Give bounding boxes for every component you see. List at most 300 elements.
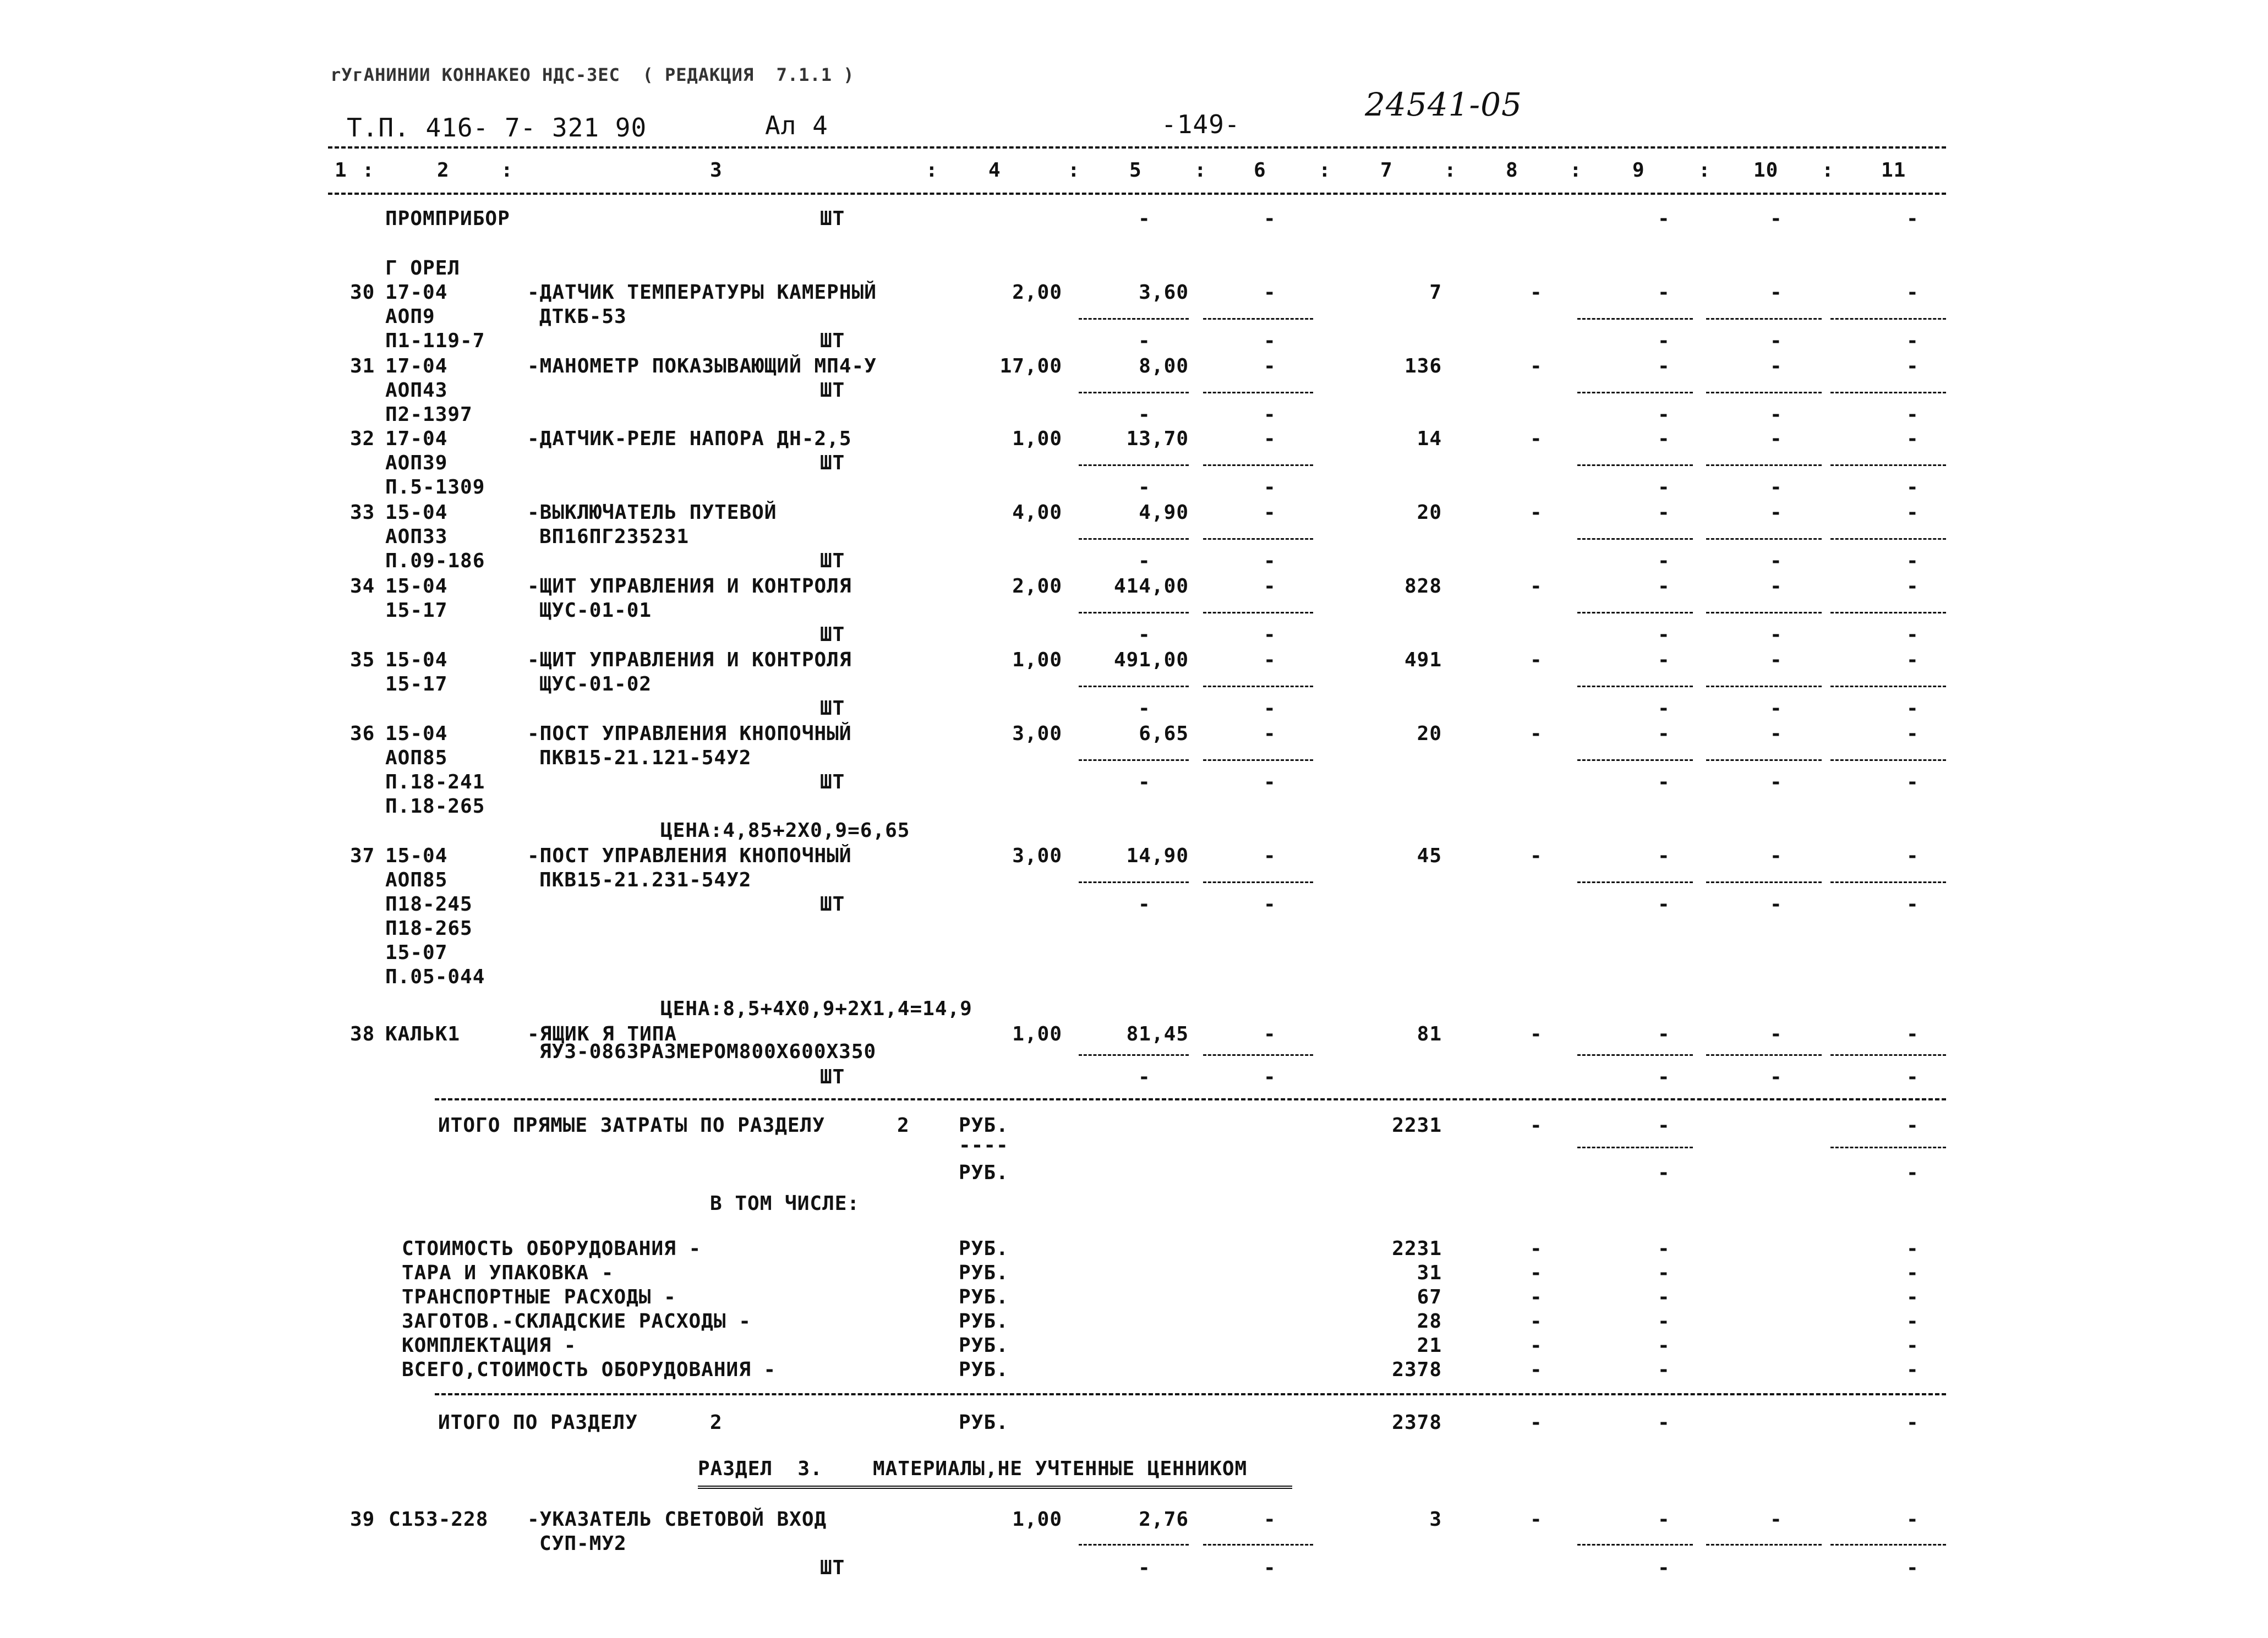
item-name: -ДАТЧИК ТЕМПЕРАТУРЫ КАМЕРНЫЙ — [527, 281, 877, 304]
cell-rule — [1706, 759, 1822, 761]
quantity: 1,00 — [1012, 428, 1062, 450]
col-header-2: 2 — [437, 159, 450, 182]
row-number: 38 — [350, 1023, 375, 1045]
unit: ШТ — [820, 550, 845, 572]
header-rule-bottom — [328, 193, 1946, 195]
dash: - — [1906, 575, 1919, 598]
total-label: ИТОГО ПРЯМЫЕ ЗАТРАТЫ ПО РАЗДЕЛУ — [438, 1114, 825, 1137]
row-number: 37 — [350, 845, 375, 867]
breakdown-value: 67 — [1417, 1286, 1442, 1308]
dash: - — [1264, 476, 1276, 498]
col-header-7: 7 — [1380, 159, 1393, 182]
row-number: 33 — [350, 501, 375, 524]
dash: - — [1138, 893, 1151, 916]
dash: - — [1658, 428, 1670, 450]
dash: - — [1906, 501, 1919, 524]
cell-rule — [1577, 1054, 1693, 1056]
cell-rule — [1577, 318, 1693, 320]
code-line: П.09-186 — [385, 550, 485, 572]
dash: - — [1138, 697, 1151, 720]
dash: - — [1906, 1557, 1919, 1579]
handwritten-stamp: 24541-05 — [1365, 86, 1522, 123]
total-label: ИТОГО ПО РАЗДЕЛУ — [438, 1411, 638, 1434]
dash: - — [1658, 1114, 1670, 1137]
code-line: П18-265 — [385, 917, 473, 940]
dash: - — [1906, 1508, 1919, 1531]
cell-rule — [1577, 881, 1693, 883]
dash: - — [1264, 428, 1276, 450]
item-name: -ПОСТ УПРАВЛЕНИЯ КНОПОЧНЫЙ — [527, 722, 852, 745]
dash: - — [1770, 428, 1783, 450]
dash: - — [1530, 722, 1543, 745]
col-sep: : — [501, 159, 513, 182]
dash: - — [1138, 771, 1151, 793]
total-section: 2 — [710, 1411, 723, 1434]
code-line: П.18-265 — [385, 795, 485, 818]
unit: ШТ — [820, 893, 845, 916]
cell-rule — [1577, 612, 1693, 613]
unit-price: 414,00 — [1113, 575, 1189, 598]
unit: ШТ — [820, 1066, 845, 1088]
col-sep: : — [1698, 159, 1711, 182]
section-label: РАЗДЕЛ 3. — [698, 1458, 823, 1480]
row-number: 34 — [350, 575, 375, 598]
dash: - — [1770, 575, 1783, 598]
col-header-10: 10 — [1753, 159, 1779, 182]
dash: - — [1906, 1023, 1919, 1045]
cell-rule — [1203, 686, 1313, 687]
dash: - — [1770, 845, 1783, 867]
dash: - — [1906, 476, 1919, 498]
dash: - — [1264, 550, 1276, 572]
dash: - — [1530, 1411, 1543, 1434]
dash: - — [1770, 207, 1783, 230]
dash: - — [1658, 355, 1670, 377]
code-line: Г ОРЕЛ — [385, 257, 461, 280]
cell-rule — [1577, 392, 1693, 393]
col-header-8: 8 — [1506, 159, 1518, 182]
cell-rule — [1203, 1054, 1313, 1056]
item-name: -ЩИТ УПРАВЛЕНИЯ И КОНТРОЛЯ — [527, 575, 852, 598]
dash: - — [1658, 207, 1670, 230]
quantity: 3,00 — [1012, 845, 1062, 867]
dash: - — [1264, 575, 1276, 598]
cell-rule — [1577, 759, 1693, 761]
dash: - — [1906, 893, 1919, 916]
code-line: П.18-241 — [385, 771, 485, 793]
dash: - — [1906, 845, 1919, 867]
dash: - — [1906, 403, 1919, 426]
cell-rule — [1203, 318, 1313, 320]
dash: - — [1906, 330, 1919, 352]
dash: - — [1530, 1508, 1543, 1531]
section-title: МАТЕРИАЛЫ,НЕ УЧТЕННЫЕ ЦЕННИКОМ — [873, 1458, 1248, 1480]
item-name-2: СУП-МУ2 — [539, 1532, 627, 1555]
total: 45 — [1417, 845, 1442, 867]
item-name-2: ЯУ3-0863РАЗМЕРОМ800Х600Х350 — [539, 1040, 877, 1063]
dash: - — [1530, 355, 1543, 377]
code-line: АОП33 — [385, 525, 448, 548]
col-header-6: 6 — [1254, 159, 1266, 182]
col-header-1: 1 — [335, 159, 347, 182]
breakdown-unit: РУБ. — [959, 1286, 1009, 1308]
cell-rule — [1577, 464, 1693, 466]
cell-rule — [1706, 464, 1822, 466]
dash: - — [1906, 550, 1919, 572]
dash: - — [1770, 330, 1783, 352]
quantity: 1,00 — [1012, 649, 1062, 671]
dash: - — [1906, 722, 1919, 745]
unit-price: 8,00 — [1139, 355, 1189, 377]
dash: - — [1658, 697, 1670, 720]
dash: - — [1138, 330, 1151, 352]
section-underline — [698, 1486, 1292, 1489]
total-section: 2 — [897, 1114, 910, 1137]
total: 81 — [1417, 1023, 1442, 1045]
dash: - — [1770, 893, 1783, 916]
total-unit-rule: ---- — [959, 1134, 1009, 1157]
dash: - — [1906, 771, 1919, 793]
cell-rule — [1830, 759, 1946, 761]
code-line: 15-04 — [385, 575, 448, 598]
section-divider — [435, 1393, 1946, 1395]
breakdown-unit: РУБ. — [959, 1310, 1009, 1333]
dash: - — [1658, 550, 1670, 572]
dash: - — [1658, 722, 1670, 745]
dash: - — [1264, 697, 1276, 720]
item-name-2: ПКВ15-21.231-54У2 — [539, 869, 752, 891]
unit-price: 6,65 — [1139, 722, 1189, 745]
dash: - — [1264, 281, 1276, 304]
dash: - — [1906, 355, 1919, 377]
item-name: -ПОСТ УПРАВЛЕНИЯ КНОПОЧНЫЙ — [527, 845, 852, 867]
code-line: КАЛЬК1 — [385, 1023, 461, 1045]
item-name: -ЩИТ УПРАВЛЕНИЯ И КОНТРОЛЯ — [527, 649, 852, 671]
code-line: П1-119-7 — [385, 330, 485, 352]
cell-rule — [1203, 538, 1313, 540]
breakdown-unit: РУБ. — [959, 1358, 1009, 1381]
cell-rule — [1830, 464, 1946, 466]
quantity: 1,00 — [1012, 1508, 1062, 1531]
dash: - — [1770, 550, 1783, 572]
program-line: rУгАНИНИИ КОННАКЕО НДС-ЗЕС ( РЕДАКЦИЯ 7.1.1 ) — [330, 64, 855, 85]
price-note: ЦЕНА:8,5+4Х0,9+2Х1,4=14,9 — [660, 998, 972, 1020]
header-rule-top — [328, 146, 1946, 149]
dash: - — [1906, 1162, 1919, 1184]
breakdown-value: 28 — [1417, 1310, 1442, 1333]
dash: - — [1906, 1237, 1919, 1260]
dash: - — [1658, 1237, 1670, 1260]
dash: - — [1906, 428, 1919, 450]
cell-rule — [1079, 538, 1189, 540]
dash: - — [1906, 1262, 1919, 1284]
total-value: 2231 — [1392, 1114, 1442, 1137]
total: 828 — [1404, 575, 1442, 598]
dash: - — [1906, 1310, 1919, 1333]
breakdown-label: ТАРА И УПАКОВКА - — [402, 1262, 614, 1284]
cell-rule — [1079, 759, 1189, 761]
unit-price: 2,76 — [1139, 1508, 1189, 1531]
row-number: 32 — [350, 428, 375, 450]
dash: - — [1530, 1262, 1543, 1284]
dash: - — [1138, 623, 1151, 646]
cell-rule — [1706, 538, 1822, 540]
total-unit: РУБ. — [959, 1411, 1009, 1434]
dash: - — [1658, 1023, 1670, 1045]
dash: - — [1264, 623, 1276, 646]
dash: - — [1770, 501, 1783, 524]
dash: - — [1906, 1114, 1919, 1137]
unit: ШТ — [820, 207, 845, 230]
unit-price: 14,90 — [1126, 845, 1189, 867]
cell-rule — [1706, 612, 1822, 613]
col-sep: : — [1319, 159, 1331, 182]
breakdown-value: 31 — [1417, 1262, 1442, 1284]
cell-rule — [1577, 1147, 1693, 1148]
dash: - — [1264, 1023, 1276, 1045]
code-line: 15-07 — [385, 941, 448, 964]
cell-rule — [1706, 318, 1822, 320]
dash: - — [1530, 575, 1543, 598]
code-line: 15-04 — [385, 501, 448, 524]
col-header-5: 5 — [1129, 159, 1142, 182]
total: 14 — [1417, 428, 1442, 450]
dash: - — [1530, 428, 1543, 450]
code-line: 15-04 — [385, 722, 448, 745]
cell-rule — [1830, 1544, 1946, 1546]
dash: - — [1770, 355, 1783, 377]
unit-price: 491,00 — [1113, 649, 1189, 671]
cell-rule — [1203, 881, 1313, 883]
page-number: -149- — [1161, 109, 1240, 139]
dash: - — [1906, 1358, 1919, 1381]
item-name-2: ВП16ПГ235231 — [539, 525, 690, 548]
dash: - — [1264, 1508, 1276, 1531]
breakdown-unit: РУБ. — [959, 1334, 1009, 1357]
unit: ШТ — [820, 379, 845, 402]
breakdown-value: 2231 — [1392, 1237, 1442, 1260]
dash: - — [1658, 1286, 1670, 1308]
total-unit: РУБ. — [959, 1162, 1009, 1184]
cell-rule — [1706, 881, 1822, 883]
code-line: С153-228 — [389, 1508, 489, 1531]
col-sep: : — [1194, 159, 1207, 182]
total: 3 — [1429, 1508, 1442, 1531]
cell-rule — [1079, 392, 1189, 393]
dash: - — [1530, 1286, 1543, 1308]
code-line: П.5-1309 — [385, 476, 485, 498]
dash: - — [1658, 845, 1670, 867]
total: 491 — [1404, 649, 1442, 671]
code-line: 17-04 — [385, 281, 448, 304]
code-line: П2-1397 — [385, 403, 473, 426]
item-name-2: ДТКБ-53 — [539, 305, 627, 328]
code-line: 17-04 — [385, 355, 448, 377]
total: 7 — [1429, 281, 1442, 304]
code-line: 15-17 — [385, 673, 448, 695]
cell-rule — [1079, 686, 1189, 687]
dash: - — [1658, 575, 1670, 598]
dash: - — [1530, 1310, 1543, 1333]
item-name: -ЯЩИК Я ТИПА — [527, 1023, 677, 1045]
breakdown-label: ТРАНСПОРТНЫЕ РАСХОДЫ - — [402, 1286, 676, 1308]
dash: - — [1264, 722, 1276, 745]
unit: ШТ — [820, 697, 845, 720]
col-sep: : — [1570, 159, 1582, 182]
code-line: АОП43 — [385, 379, 448, 402]
dash: - — [1906, 207, 1919, 230]
dash: - — [1530, 281, 1543, 304]
cell-rule — [1203, 464, 1313, 466]
breakdown-label: ЗАГОТОВ.-СКЛАДСКИЕ РАСХОДЫ - — [402, 1310, 751, 1333]
cell-rule — [1079, 1544, 1189, 1546]
dash: - — [1770, 1508, 1783, 1531]
breakdown-value: 2378 — [1392, 1358, 1442, 1381]
row-number: 30 — [350, 281, 375, 304]
dash: - — [1770, 403, 1783, 426]
cell-rule — [1706, 1544, 1822, 1546]
dash: - — [1770, 649, 1783, 671]
item-name: -ДАТЧИК-РЕЛЕ НАПОРА ДН-2,5 — [527, 428, 852, 450]
cell-rule — [1830, 686, 1946, 687]
dash: - — [1770, 771, 1783, 793]
dash: - — [1906, 1334, 1919, 1357]
col-header-9: 9 — [1632, 159, 1645, 182]
dash: - — [1906, 1066, 1919, 1088]
dash: - — [1138, 1066, 1151, 1088]
unit-price: 3,60 — [1139, 281, 1189, 304]
dash: - — [1530, 845, 1543, 867]
col-header-4: 4 — [988, 159, 1001, 182]
dash: - — [1530, 1114, 1543, 1137]
dash: - — [1770, 1066, 1783, 1088]
row-number: 31 — [350, 355, 375, 377]
row-number: 35 — [350, 649, 375, 671]
item-name: -МАНОМЕТР ПОКАЗЫВАЮЩИЙ МП4-У — [527, 355, 877, 377]
dash: - — [1530, 501, 1543, 524]
cell-rule — [1706, 392, 1822, 393]
dash: - — [1658, 649, 1670, 671]
album-number: Ал 4 — [765, 111, 828, 140]
cell-rule — [1830, 1147, 1946, 1148]
code-line: П18-245 — [385, 893, 473, 916]
total: 20 — [1417, 501, 1442, 524]
dash: - — [1658, 771, 1670, 793]
cell-rule — [1830, 881, 1946, 883]
breakdown-value: 21 — [1417, 1334, 1442, 1357]
dash: - — [1658, 1310, 1670, 1333]
unit: ШТ — [820, 452, 845, 474]
cell-rule — [1203, 392, 1313, 393]
cell-rule — [1203, 1544, 1313, 1546]
row-number: 36 — [350, 722, 375, 745]
cell-rule — [1203, 612, 1313, 613]
dash: - — [1658, 1066, 1670, 1088]
dash: - — [1770, 722, 1783, 745]
breakdown-label: ВСЕГО,СТОИМОСТЬ ОБОРУДОВАНИЯ - — [402, 1358, 777, 1381]
quantity: 2,00 — [1012, 281, 1062, 304]
dash: - — [1770, 281, 1783, 304]
code-line: АОП9 — [385, 305, 435, 328]
dash: - — [1906, 1411, 1919, 1434]
breakdown-label: КОМПЛЕКТАЦИЯ - — [402, 1334, 577, 1357]
dash: - — [1264, 893, 1276, 916]
cell-rule — [1577, 686, 1693, 687]
dash: - — [1264, 649, 1276, 671]
item-name: -УКАЗАТЕЛЬ СВЕТОВОЙ ВХОД — [527, 1508, 827, 1531]
dash: - — [1530, 1237, 1543, 1260]
dash: - — [1658, 1162, 1670, 1184]
dash: - — [1138, 1557, 1151, 1579]
row-number: 39 — [350, 1508, 375, 1531]
dash: - — [1264, 1066, 1276, 1088]
dash: - — [1658, 1334, 1670, 1357]
total: 20 — [1417, 722, 1442, 745]
col-sep: : — [1068, 159, 1080, 182]
dash: - — [1264, 207, 1276, 230]
cell-rule — [1830, 318, 1946, 320]
dash: - — [1770, 697, 1783, 720]
dash: - — [1906, 623, 1919, 646]
dash: - — [1770, 623, 1783, 646]
dash: - — [1906, 1286, 1919, 1308]
dash: - — [1264, 403, 1276, 426]
cell-rule — [1706, 1054, 1822, 1056]
code-line: 15-04 — [385, 649, 448, 671]
col-sep: : — [362, 159, 375, 182]
item-name-2: ПКВ15-21.121-54У2 — [539, 747, 752, 769]
document-code: Т.П. 416- 7- 321 90 — [347, 113, 647, 143]
breakdown-unit: РУБ. — [959, 1237, 1009, 1260]
col-sep: : — [926, 159, 938, 182]
section-divider — [435, 1098, 1946, 1100]
dash: - — [1770, 476, 1783, 498]
code-line: АОП85 — [385, 869, 448, 891]
code-line: АОП85 — [385, 747, 448, 769]
cell-rule — [1577, 538, 1693, 540]
cell-rule — [1830, 1054, 1946, 1056]
dash: - — [1658, 330, 1670, 352]
col-sep: : — [1444, 159, 1457, 182]
cell-rule — [1577, 1544, 1693, 1546]
code-line: АОП39 — [385, 452, 448, 474]
dash: - — [1264, 330, 1276, 352]
total-value: 2378 — [1392, 1411, 1442, 1434]
dash: - — [1530, 1023, 1543, 1045]
dash: - — [1138, 550, 1151, 572]
dash: - — [1658, 1508, 1670, 1531]
item-name-2: ЩУС-01-01 — [539, 599, 652, 622]
supplier-name: ПРОМПРИБОР — [385, 207, 510, 230]
code-line: 15-04 — [385, 845, 448, 867]
breakdown-label: СТОИМОСТЬ ОБОРУДОВАНИЯ - — [402, 1237, 702, 1260]
unit-price: 13,70 — [1126, 428, 1189, 450]
code-line: П.05-044 — [385, 966, 485, 988]
code-line: 17-04 — [385, 428, 448, 450]
cell-rule — [1079, 318, 1189, 320]
quantity: 3,00 — [1012, 722, 1062, 745]
quantity: 4,00 — [1012, 501, 1062, 524]
dash: - — [1658, 281, 1670, 304]
dash: - — [1770, 1023, 1783, 1045]
item-name: -ВЫКЛЮЧАТЕЛЬ ПУТЕВОЙ — [527, 501, 777, 524]
dash: - — [1658, 623, 1670, 646]
dash: - — [1658, 476, 1670, 498]
dash: - — [1658, 1557, 1670, 1579]
item-name-2: ЩУС-01-02 — [539, 673, 652, 695]
cell-rule — [1830, 612, 1946, 613]
dash: - — [1264, 501, 1276, 524]
